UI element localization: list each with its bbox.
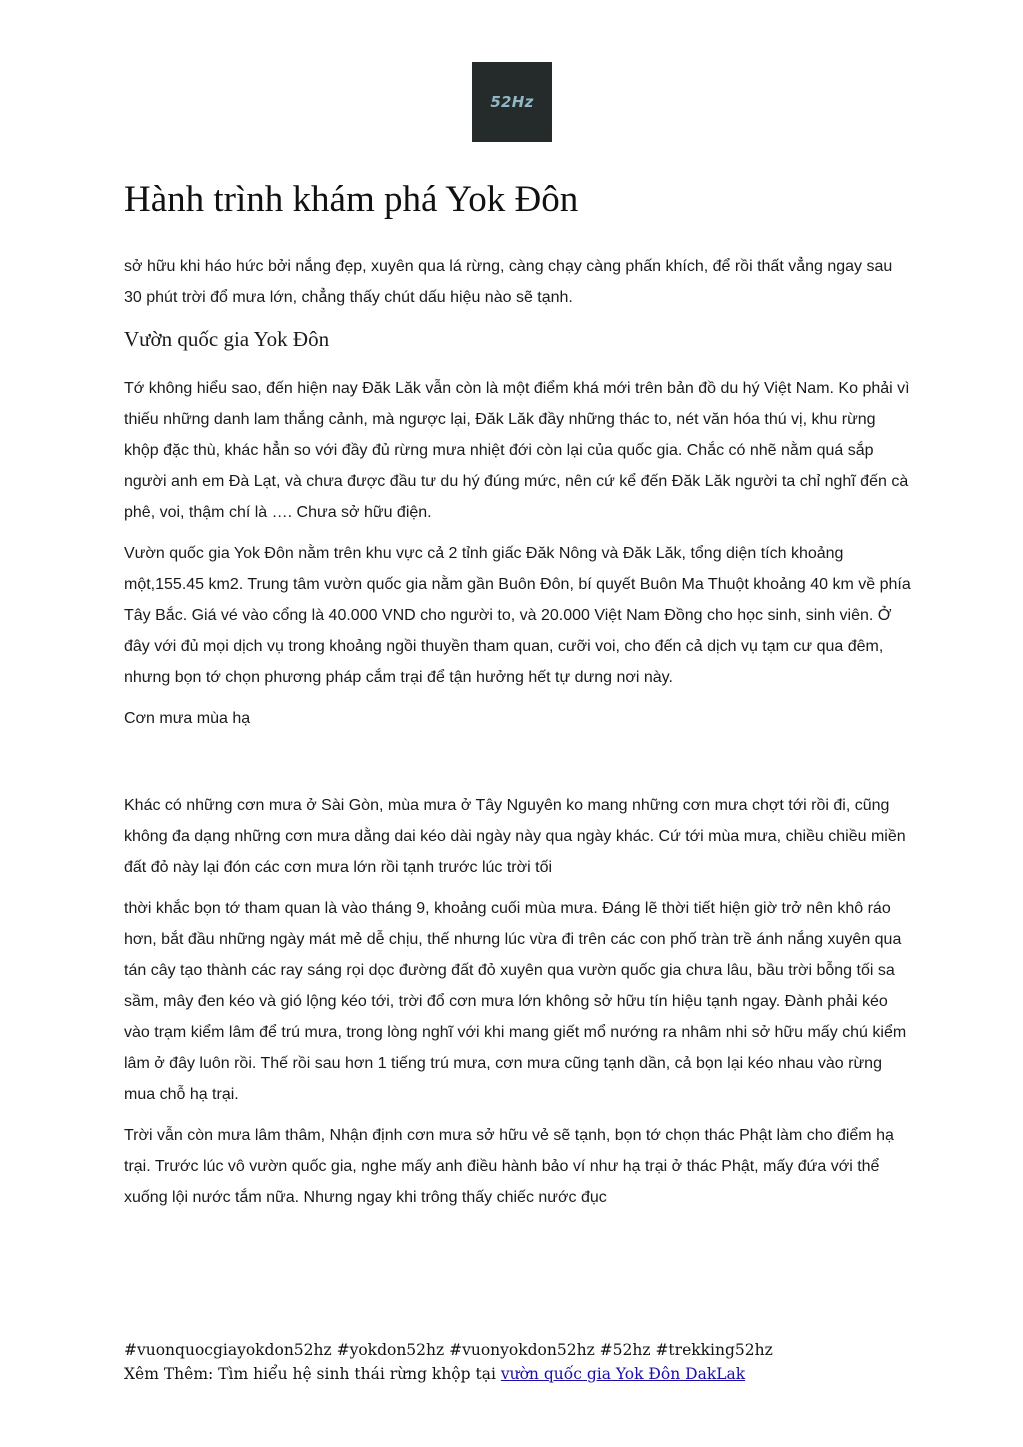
paragraph-2: Vườn quốc gia Yok Đôn nằm trên khu vực cả 2 tỉnh giấc Đăk Nông và Đăk Lăk, tổng diện tích khoảng một,155.45 km2. Trung tâm vườn quốc gia nằm gần Buôn Đôn, bí quyết Buôn Ma Thuột khoảng 40 km về phía Tây Bắc. Giá vé vào cổng là 40.000 VND cho người to, và 20.000 Việt Nam Đồng cho học sinh, sinh viên. Ở đây với đủ mọi dịch vụ trong khoảng ngồi thuyền tham quan, cưỡi voi, cho đến cả dịch vụ tạm cư qua đêm, nhưng bọn tớ chọn phương pháp cắm trại để tận hưởng hết tự dưng nơi này.: [124, 545, 911, 686]
logo-text: 52Hz: [490, 93, 534, 111]
paragraph-6: Trời vẫn còn mưa lâm thâm, Nhận định cơn mưa sở hữu vẻ sẽ tạnh, bọn tớ chọn thác Phật làm cho điểm hạ trại. Trước lúc vô vườn quốc gia, nghe mấy anh điều hành bảo ví như hạ trại ở thác Phật, mấy đứa với thể xuống lội nước tắm nữa. Nhưng ngay khi trông thấy chiếc nước đục: [124, 1127, 894, 1206]
see-more-text: Xêm Thêm: Tìm hiểu hệ sinh thái rừng khộp tại: [124, 1365, 501, 1383]
paragraph-1: Tớ không hiểu sao, đến hiện nay Đăk Lăk vẫn còn là một điểm khá mới trên bản đồ du hý Việt Nam. Ko phải vì thiếu những danh lam thắng cảnh, mà ngược lại, Đăk Lăk đầy những thác to, nét văn hóa thú vị, khu rừng khộp đặc thù, khác hẳn so với đầy đủ rừng mưa nhiệt đới còn lại của quốc gia. Chắc có nhẽ nằm quá sắp người anh em Đà Lạt, và chưa được đầu tư du hý đúng mức, nên cứ kể đến Đăk Lăk người ta chỉ nghĩ đến cà phê, voi, thậm chí là …. Chưa sở hữu điện.: [124, 380, 910, 521]
paragraph-3: Cơn mưa mùa hạ: [124, 710, 251, 727]
paragraph-4: Khác có những cơn mưa ở Sài Gòn, mùa mưa ở Tây Nguyên ko mang những cơn mưa chợt tới rồi đi, cũng không đa dạng những cơn mưa dằng dai kéo dài ngày này qua ngày khác. Cứ tới mùa mưa, chiều chiều miền đất đỏ này lại đón các cơn mưa lớn rồi tạnh trước lúc trời tối: [124, 797, 906, 876]
section-heading: Vườn quốc gia Yok Đôn: [124, 327, 330, 351]
page-footer: [124, 1338, 773, 1386]
article-title: Hành trình khám phá Yok Đôn: [124, 179, 579, 220]
paragraph-5: thời khắc bọn tớ tham quan là vào tháng 9, khoảng cuối mùa mưa. Đáng lẽ thời tiết hiện giờ trở nên khô ráo hơn, bắt đầu những ngày mát mẻ dễ chịu, thế nhưng lúc vừa đi trên các con phố tràn trề ánh nắng xuyên qua tán cây tạo thành các ray sáng rọi dọc đường đất đỏ xuyên qua vườn quốc gia chưa lâu, bầu trời bỗng tối sa sầm, mây đen kéo và gió lộng kéo tới, trời đổ cơn mưa lớn không sở hữu tín hiệu tạnh ngay. Đành phải kéo vào trạm kiểm lâm để trú mưa, trong lòng nghĩ với khi mang giết mổ nướng ra nhâm nhi sở hữu mấy chú kiểm lâm ở đây luôn rồi. Thế rồi sau hơn 1 tiếng trú mưa, cơn mưa cũng tạnh dần, cả bọn lại kéo nhau vào rừng mua chỗ hạ trại.: [124, 900, 907, 1103]
intro-paragraph: sở hữu khi háo hức bởi nắng đẹp, xuyên qua lá rừng, càng chạy càng phấn khích, để rồi thất vẳng ngay sau 30 phút trời đổ mưa lớn, chẳng thấy chút dấu hiệu nào sẽ tạnh.: [124, 258, 893, 306]
article-body: [124, 251, 914, 1213]
site-logo: [472, 62, 552, 142]
see-more-line: [124, 1362, 773, 1386]
yok-don-link[interactable]: vườn quốc gia Yok Đôn DakLak: [500, 1365, 746, 1383]
hashtags: #vuonquocgiayokdon52hz #yokdon52hz #vuonyokdon52hz #52hz #trekking52hz: [124, 1341, 773, 1359]
